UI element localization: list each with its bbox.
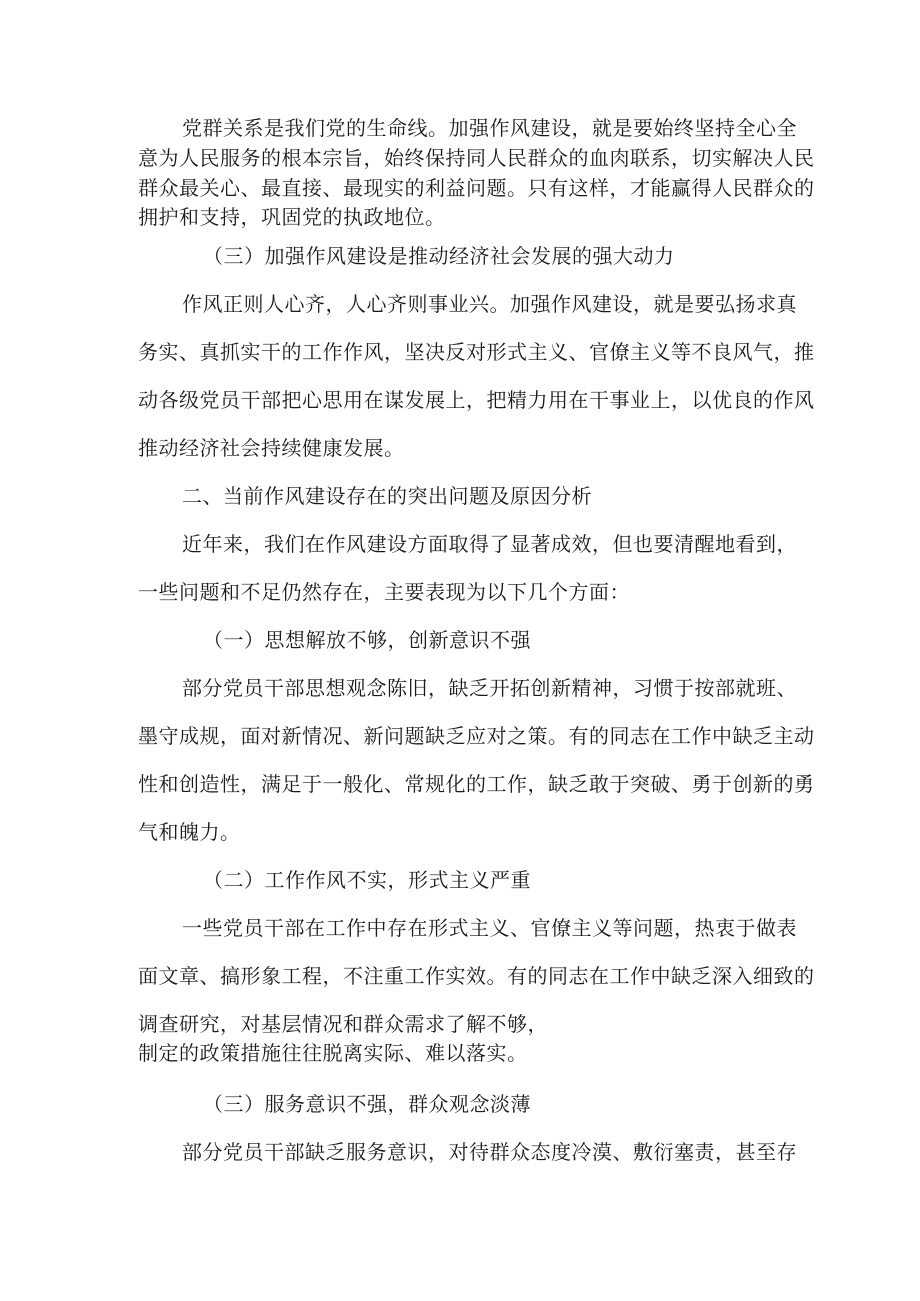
paragraph-line: 近年来，我们在作风建设方面取得了显著成效，但也要清醒地看到， [182, 532, 797, 556]
paragraph-line: 一些党员干部在工作中存在形式主义、官僚主义等问题，热衷于做表 [182, 916, 797, 940]
paragraph-line: 部分党员干部思想观念陈旧，缺乏开拓创新精神，习惯于按部就班、 [182, 676, 797, 700]
paragraph-line: 群众最关心、最直接、最现实的利益问题。只有这样，才能赢得人民群众的 [138, 176, 815, 200]
paragraph-line: 动各级党员干部把心思用在谋发展上，把精力用在干事业上，以优良的作风 [138, 388, 815, 412]
paragraph-line: 气和魄力。 [138, 820, 241, 844]
paragraph-line: 部分党员干部缺乏服务意识，对待群众态度冷漠、敷衍塞责，甚至存 [182, 1140, 797, 1164]
section-heading: 二、当前作风建设存在的突出问题及原因分析 [182, 484, 592, 508]
paragraph-line: 党群关系是我们党的生命线。加强作风建设，就是要始终坚持全心全 [182, 116, 797, 140]
paragraph-line: 面文章、搞形象工程，不注重工作实效。有的同志在工作中缺乏深入细致的 [138, 964, 815, 988]
paragraph-line: 拥护和支持，巩固党的执政地位。 [138, 205, 446, 229]
subsection-heading: （二）工作作风不实，形式主义严重 [203, 868, 531, 892]
paragraph-line: 一些问题和不足仍然存在，主要表现为以下几个方面： [138, 580, 630, 604]
subsection-heading: （一）思想解放不够，创新意识不强 [203, 628, 531, 652]
paragraph-line: 务实、真抓实干的工作作风，坚决反对形式主义、官僚主义等不良风气，推 [138, 340, 815, 364]
subsection-heading: （三）服务意识不强，群众观念淡薄 [203, 1092, 531, 1116]
paragraph-line: 意为人民服务的根本宗旨，始终保持同人民群众的血肉联系，切实解决人民 [138, 146, 815, 170]
paragraph-line: 作风正则人心齐，人心齐则事业兴。加强作风建设，就是要弘扬求真 [182, 292, 797, 316]
paragraph-line: 制定的政策措施往往脱离实际、难以落实。 [138, 1041, 528, 1065]
paragraph-line: 性和创造性，满足于一般化、常规化的工作，缺乏敢于突破、勇于创新的勇 [138, 772, 815, 796]
paragraph-line: 墨守成规，面对新情况、新问题缺乏应对之策。有的同志在工作中缺乏主动 [138, 724, 815, 748]
paragraph-line: 推动经济社会持续健康发展。 [138, 436, 405, 460]
paragraph-line: 调查研究，对基层情况和群众需求了解不够， [138, 1012, 548, 1036]
subsection-heading: （三）加强作风建设是推动经济社会发展的强大动力 [203, 244, 675, 268]
